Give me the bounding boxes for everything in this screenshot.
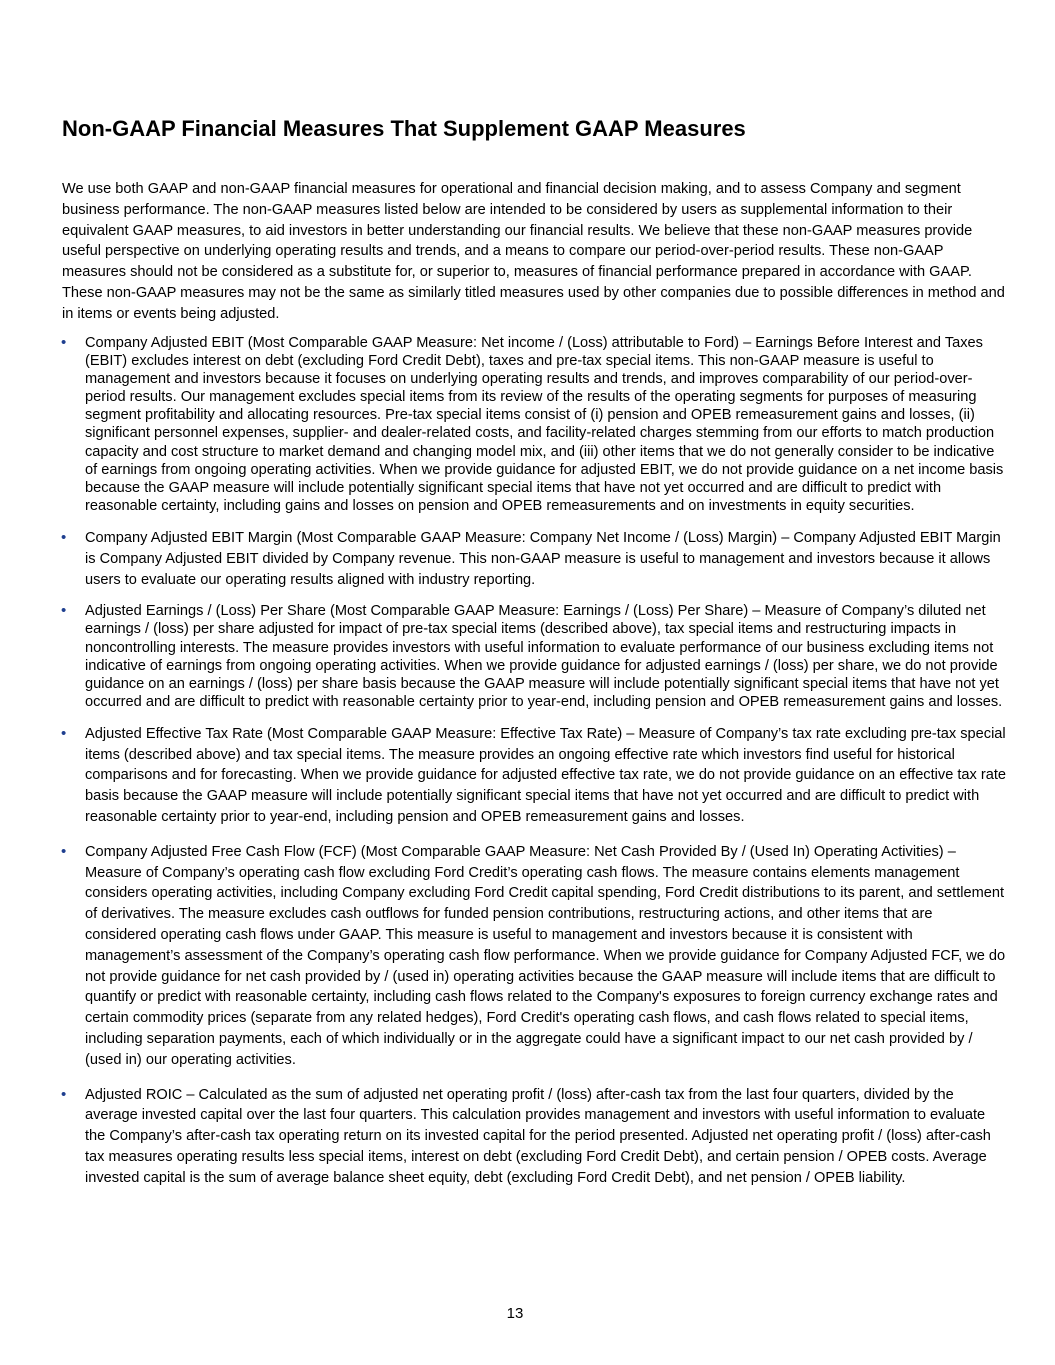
list-item-adjusted-fcf [62, 842, 1007, 1071]
list-item-text: Adjusted Effective Tax Rate (Most Comparable GAAP Measure: Effective Tax Rate) – Measure of Company’s tax rate excluding pre-tax special items (described above) and tax special items. The measure provides an ongoing effective rate which investors find useful for historical comparisons and for forecasting. When we provide guidance for adjusted effective tax rate, we do not provide guidance on an effective tax rate basis because the GAAP measure will include potentially significant special items that have not yet occurred and are difficult to predict with reasonable certainty prior to year-end, including pension and OPEB remeasurement gains and losses. [85, 725, 1007, 826]
list-item-text: Company Adjusted EBIT (Most Comparable GAAP Measure: Net income / (Loss) attributable to Ford) – Earnings Before Interest and Taxes (EBIT) excludes interest on debt (excluding Ford Credit Debt), taxes and pre-tax special items. This non-GAAP measure is useful to management and investors because it focuses on underlying operating results and trends, and improves comparability of our period-over-period results. Our management excludes special items from its review of the results of the operating segments for purposes of measuring segment profitability and allocating resources. Pre-tax special items consist of (i) pension and OPEB remeasurement gains and losses, (ii) significant personnel expenses, supplier- and dealer-related costs, and facility-related charges stemming from our efforts to match production capacity and cost structure to market demand and changing model mix, and (iii) other items that we do not generally consider to be indicative of earnings from ongoing operating activities. When we provide guidance for adjusted EBIT, we do not provide guidance on a net income basis because the GAAP measure will include potentially significant special items that have not yet occurred and are difficult to predict with reasonable certainty, including gains and losses on pension and OPEB remeasurements and on investments in equity securities. [85, 335, 1004, 514]
list-item-text: Adjusted Earnings / (Loss) Per Share (Most Comparable GAAP Measure: Earnings / (Loss) Per Share) – Measure of Company’s diluted net earnings / (loss) per share adjusted for impact of pre-tax special items (described above), tax special items and restructuring impacts in noncontrolling interests. The measure provides investors with useful information to evaluate performance of our business excluding items not indicative of earnings from ongoing operating activities. When we provide guidance for adjusted earnings / (loss) per share, we do not provide guidance on an earnings / (loss) per share basis because the GAAP measure will include potentially significant special items that have not yet occurred and are difficult to predict with reasonable certainty prior to year-end, including pension and OPEB remeasurement gains and losses. [85, 603, 1003, 710]
list-item-adjusted-ebit-margin [62, 528, 1007, 590]
page-title: Non-GAAP Financial Measures That Supplement GAAP Measures [62, 116, 746, 141]
measures-list [62, 334, 1007, 1189]
bullet-icon: • [61, 842, 67, 860]
intro-paragraph: We use both GAAP and non-GAAP financial measures for operational and financial decision making, and to assess Company and segment business performance. The non-GAAP measures listed below are intended to be considered by users as supplemental information to their equivalent GAAP measures, to aid investors in better understanding our financial results. We believe that these non-GAAP measures provide useful perspective on underlying operating results and trends, and a means to compare our period-over-period results. These non-GAAP measures should not be considered as a substitute for, or superior to, measures of financial performance prepared in accordance with GAAP. These non-GAAP measures may not be the same as similarly titled measures used by other companies due to possible differences in method and in items or events being adjusted. [62, 181, 1005, 322]
list-item-adjusted-eps [62, 602, 1007, 711]
list-item-text: Company Adjusted EBIT Margin (Most Comparable GAAP Measure: Company Net Income / (Loss) Margin) – Company Adjusted EBIT Margin is Company Adjusted EBIT divided by Company revenue. This non-GAAP measure is useful to management and investors because it allows users to evaluate our operating results aligned with industry reporting. [85, 529, 1001, 588]
bullet-icon: • [61, 724, 67, 742]
list-item-adjusted-tax-rate [62, 724, 1007, 828]
bullet-icon: • [61, 602, 67, 620]
bullet-icon: • [61, 528, 67, 546]
bullet-icon: • [61, 334, 67, 351]
list-item-text: Adjusted ROIC – Calculated as the sum of adjusted net operating profit / (loss) after-cash tax from the last four quarters, divided by the average invested capital over the last four quarters. This calculation provides management and investors with useful information to evaluate the Company’s after-cash tax operating return on its invested capital for the period presented. Adjusted net operating profit / (loss) after-cash tax measures operating results less special items, interest on debt (excluding Ford Credit Debt), and certain pension / OPEB costs. Average invested capital is the sum of average balance sheet equity, debt (excluding Ford Credit Debt), and net pension / OPEB liability. [85, 1086, 991, 1186]
list-item-adjusted-roic [62, 1085, 1007, 1189]
page-number: 13 [506, 1305, 524, 1322]
list-item-adjusted-ebit [62, 334, 1007, 515]
bullet-icon: • [61, 1085, 67, 1103]
list-item-text: Company Adjusted Free Cash Flow (FCF) (Most Comparable GAAP Measure: Net Cash Provided By / (Used In) Operating Activities) – Measure of Company’s operating cash flow excluding Ford Credit’s operating cash flows. The measure contains elements management considers operating activities, including Company excluding Ford Credit capital spending, Ford Credit distributions to its parent, and settlement of derivatives. The measure excludes cash outflows for funded pension contributions, restructuring actions, and other items that are considered operating cash flows under GAAP. This measure is useful to management and investors because it is consistent with management’s assessment of the Company’s operating cash flow performance. When we provide guidance for Company Adjusted FCF, we do not provide guidance for net cash provided by / (used in) operating activities because the GAAP measure will include items that are difficult to quantify or predict with reasonable certainty, including cash flows related to the Company's exposures to foreign currency exchange rates and certain commodity prices (separate from any related hedges), Ford Credit's operating cash flows, and cash flows related to special items, including separation payments, each of which individually or in the aggregate could have a significant impact to our net cash provided by / (used in) our operating activities. [85, 843, 1006, 1068]
